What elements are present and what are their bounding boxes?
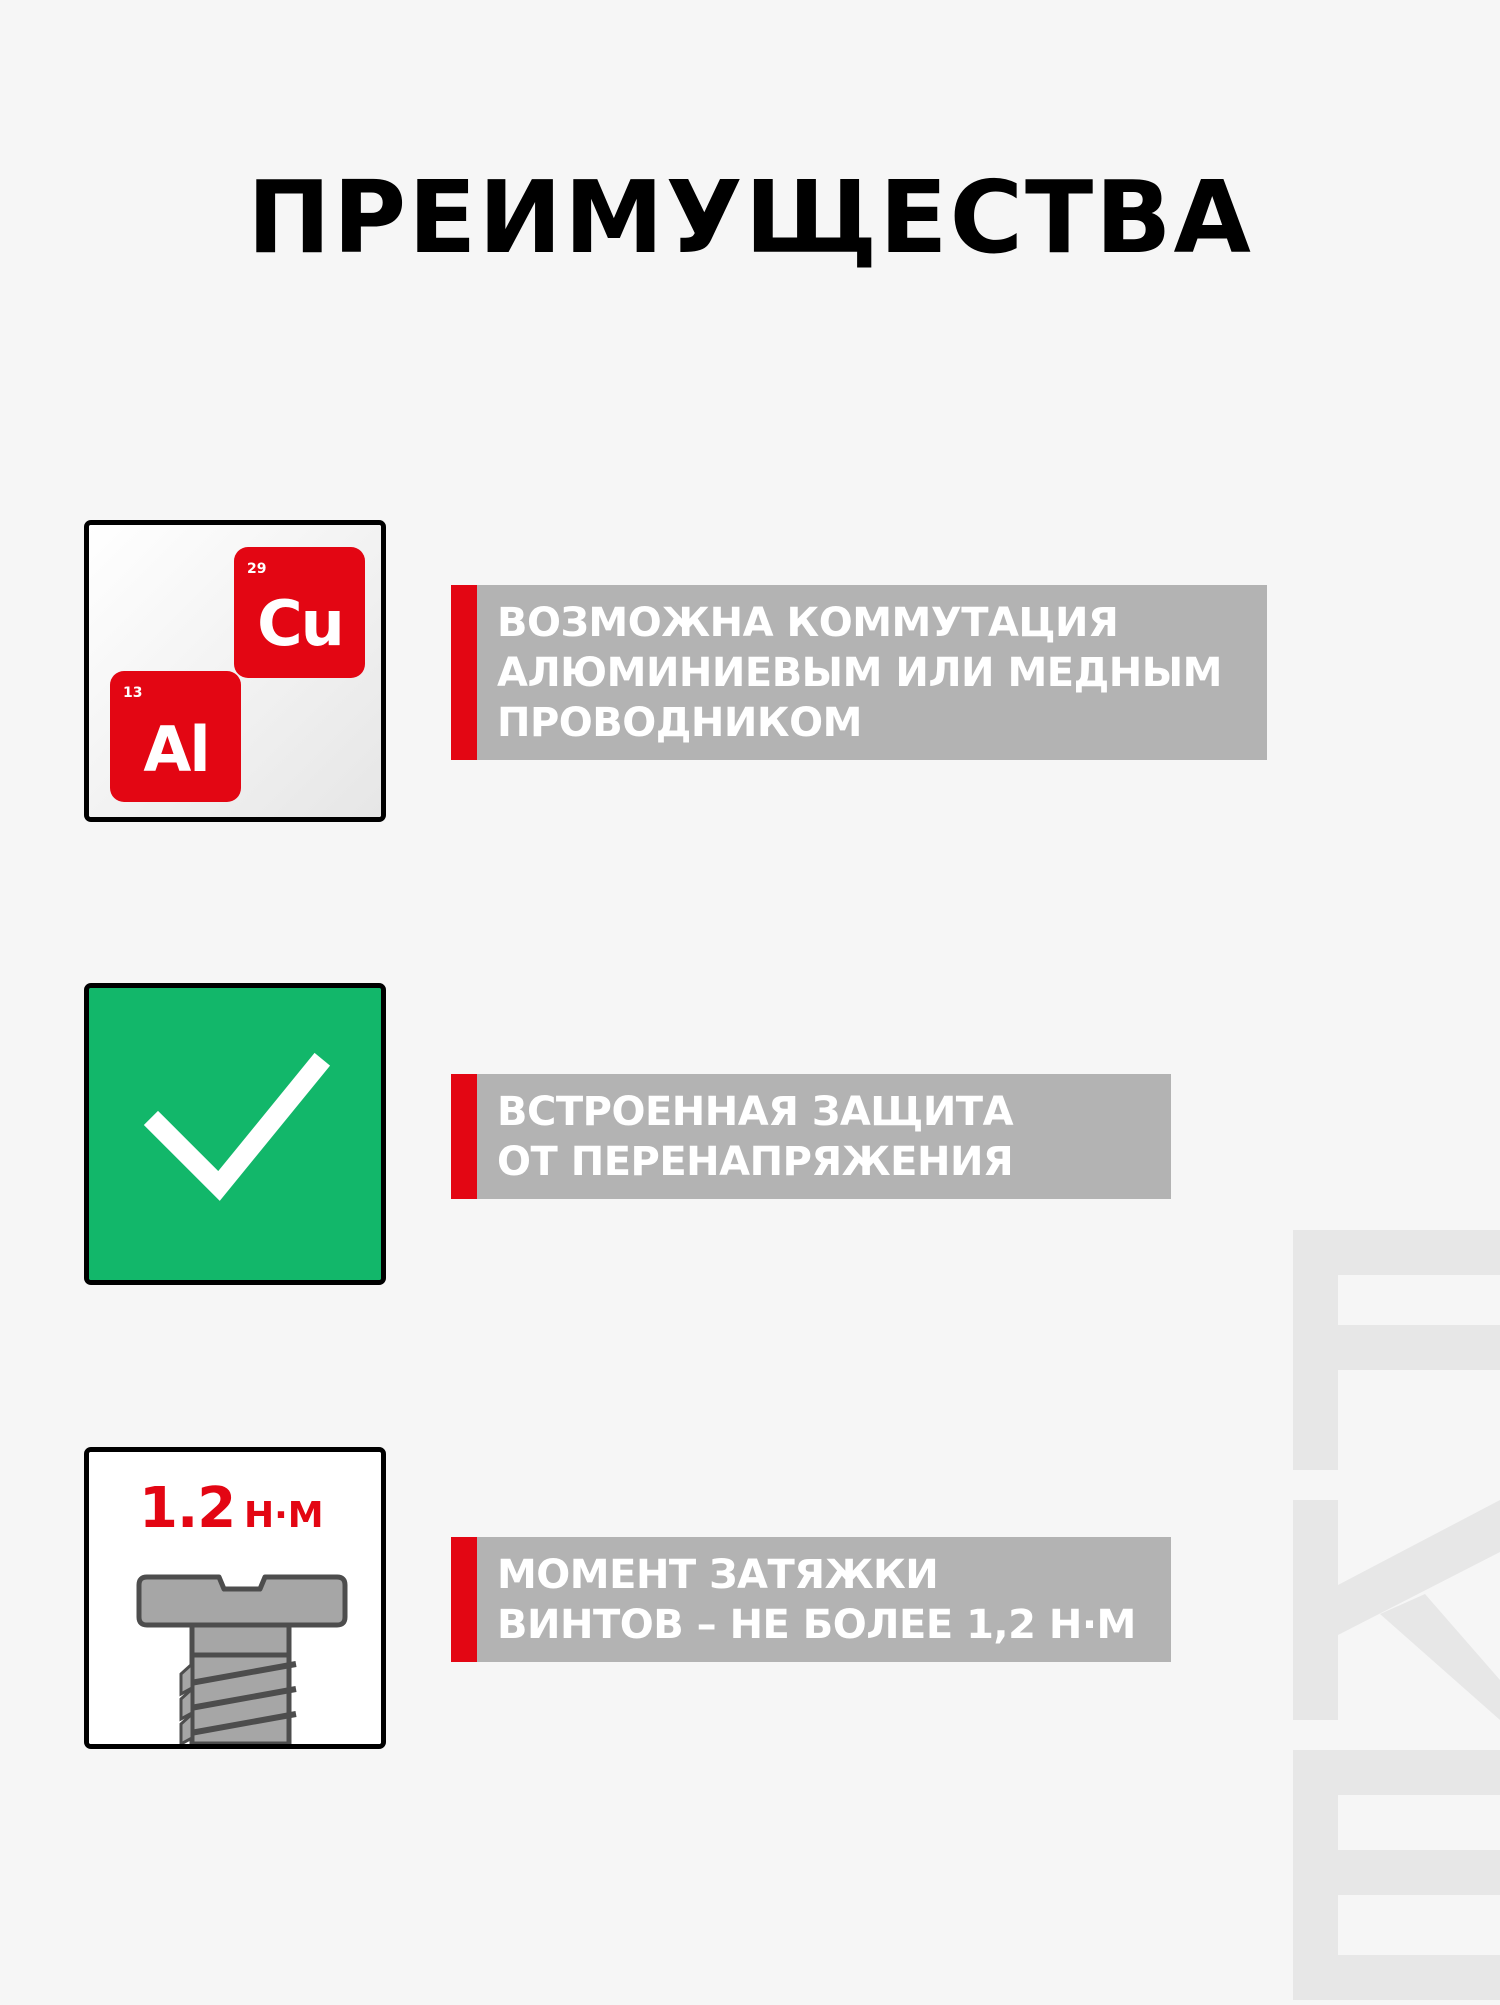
feature-label-torque (451, 1537, 1171, 1662)
copper-element-tile (234, 547, 365, 678)
feature-text-line: ВОЗМОЖНА КОММУТАЦИЯ (497, 599, 1119, 646)
svg-text:Cu: Cu (257, 587, 343, 660)
feature-label-conductor (451, 585, 1267, 760)
feature-label-overvoltage (451, 1074, 1171, 1199)
feature-text (497, 1550, 1136, 1650)
feature-text-line: МОМЕНТ ЗАТЯЖКИ (497, 1551, 939, 1598)
feature-text (497, 598, 1222, 748)
svg-text:29: 29 (247, 561, 267, 577)
feature-text-line: ОТ ПЕРЕНАПРЯЖЕНИЯ (497, 1138, 1014, 1185)
aluminium-element-tile (110, 671, 241, 802)
feature-text-line: ПРОВОДНИКОМ (497, 699, 862, 746)
svg-text:Al: Al (143, 713, 209, 786)
feature-text-line: ВСТРОЕННАЯ ЗАЩИТА (497, 1088, 1014, 1135)
ekf-watermark-logo (1290, 1230, 1500, 2000)
feature-text-line: ВИНТОВ – НЕ БОЛЕЕ 1,2 Н·М (497, 1601, 1136, 1648)
torque-unit: Н·М (244, 1495, 324, 1536)
page-title: ПРЕИМУЩЕСТВА (247, 159, 1253, 276)
feature-text-line: АЛЮМИНИЕВЫМ ИЛИ МЕДНЫМ (497, 649, 1222, 696)
feature-text (497, 1087, 1013, 1187)
cu-al-elements-icon (84, 520, 386, 822)
svg-text:13: 13 (123, 685, 143, 701)
torque-value: 1.2 (139, 1476, 236, 1541)
screw-torque-icon (84, 1447, 386, 1749)
checkmark-icon (84, 983, 386, 1285)
